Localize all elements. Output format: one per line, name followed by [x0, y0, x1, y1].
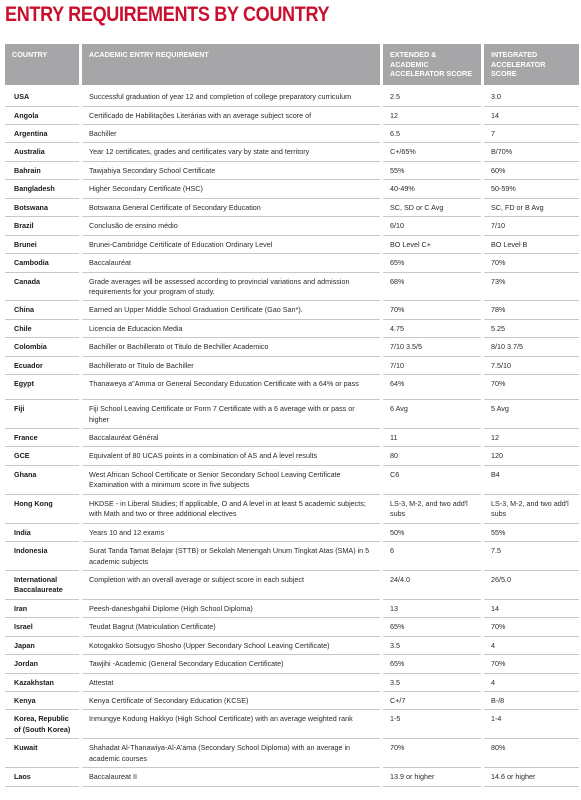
table-row: [5, 600, 579, 618]
extended-score-cell: BO Level C+: [383, 236, 481, 254]
integrated-score-cell: 78%: [484, 301, 579, 319]
country-cell: Laos: [5, 768, 79, 786]
integrated-score-cell: 73%: [484, 273, 579, 302]
integrated-score-cell: 7.5/10: [484, 357, 579, 375]
country-cell: India: [5, 524, 79, 542]
extended-score-cell: 4.75: [383, 320, 481, 338]
country-cell: Egypt: [5, 375, 79, 400]
table-row: [5, 692, 579, 710]
country-cell: Iran: [5, 600, 79, 618]
requirement-cell: Baccalauréat: [82, 254, 380, 272]
requirement-cell: Peesh-daneshgahii Diplome (High School Diploma): [82, 600, 380, 618]
extended-score-cell: 13: [383, 600, 481, 618]
table-row: [5, 236, 579, 254]
table-row: [5, 542, 579, 571]
integrated-score-cell: 7: [484, 125, 579, 143]
table-row: [5, 180, 579, 198]
country-cell: Kazakhstan: [5, 674, 79, 692]
extended-score-cell: 6/10: [383, 217, 481, 235]
extended-score-cell: C+/65%: [383, 143, 481, 161]
integrated-score-cell: 50-59%: [484, 180, 579, 198]
extended-score-cell: 80: [383, 447, 481, 465]
integrated-score-cell: 1-4: [484, 710, 579, 739]
extended-score-cell: 65%: [383, 254, 481, 272]
requirement-cell: Conclusão de ensino médio: [82, 217, 380, 235]
table-row: [5, 357, 579, 375]
requirement-cell: Baccalauréat Général: [82, 429, 380, 447]
country-cell: Hong Kong: [5, 495, 79, 524]
integrated-score-cell: 55%: [484, 524, 579, 542]
table-header-row: [5, 44, 579, 88]
integrated-score-cell: B/70%: [484, 143, 579, 161]
extended-score-cell: 55%: [383, 162, 481, 180]
extended-score-cell: 7/10: [383, 357, 481, 375]
table-row: [5, 739, 579, 768]
integrated-score-cell: 14: [484, 600, 579, 618]
requirement-cell: Equivalent of 80 UCAS points in a combination of AS and A level results: [82, 447, 380, 465]
integrated-score-cell: 8/10 3.7/5: [484, 338, 579, 356]
page-title: ENTRY REQUIREMENTS BY COUNTRY: [5, 3, 330, 26]
table-row: [5, 400, 579, 429]
extended-score-cell: LS-3, M-2, and two add'l subs: [383, 495, 481, 524]
country-cell: Bangladesh: [5, 180, 79, 198]
extended-score-cell: 24/4.0: [383, 571, 481, 600]
table-row: [5, 107, 579, 125]
country-cell: Jordan: [5, 655, 79, 673]
integrated-score-cell: 14.6 or higher: [484, 768, 579, 786]
extended-score-cell: 1-5: [383, 710, 481, 739]
extended-score-cell: C6: [383, 466, 481, 495]
country-cell: Bahrain: [5, 162, 79, 180]
requirement-cell: Licencia de Educacion Media: [82, 320, 380, 338]
table-row: [5, 618, 579, 636]
table-row: [5, 674, 579, 692]
integrated-score-cell: 120: [484, 447, 579, 465]
requirement-cell: Shahadat Al-Thanawiya-Al-A'ama (Secondary School Diploma) with an average in academic courses: [82, 739, 380, 768]
country-cell: Israel: [5, 618, 79, 636]
table-row: [5, 375, 579, 400]
integrated-score-cell: 5 Avg: [484, 400, 579, 429]
requirement-cell: Years 10 and 12 exams: [82, 524, 380, 542]
country-cell: Chile: [5, 320, 79, 338]
table-row: [5, 637, 579, 655]
table-row: [5, 447, 579, 465]
table-row: [5, 655, 579, 673]
country-cell: Japan: [5, 637, 79, 655]
requirement-cell: Baccalaureat II: [82, 768, 380, 786]
requirement-cell: Bachiller or Bachillerato ot Titulo de Bechiller Academico: [82, 338, 380, 356]
extended-score-cell: 3.5: [383, 674, 481, 692]
table-row: [5, 768, 579, 786]
integrated-score-cell: 3.0: [484, 88, 579, 106]
integrated-score-cell: 12: [484, 429, 579, 447]
integrated-score-cell: 60%: [484, 162, 579, 180]
integrated-score-cell: 7/10: [484, 217, 579, 235]
country-cell: Angola: [5, 107, 79, 125]
requirement-cell: Completion with an overall average or subject score in each subject: [82, 571, 380, 600]
table-row: [5, 125, 579, 143]
country-cell: France: [5, 429, 79, 447]
extended-score-cell: C+/7: [383, 692, 481, 710]
requirement-cell: Higher Secondary Certificate (HSC): [82, 180, 380, 198]
country-cell: Kuwait: [5, 739, 79, 768]
header-integrated-accelerator-score: INTEGRATED ACCELERATOR SCORE: [484, 44, 579, 88]
country-cell: Korea, Republic of (South Korea): [5, 710, 79, 739]
country-cell: Cambodia: [5, 254, 79, 272]
country-cell: Indonesia: [5, 542, 79, 571]
requirement-cell: Fiji School Leaving Certificate or Form 7 Certificate with a 6 average with or pass or higher: [82, 400, 380, 429]
header-academic-entry-requirement: ACADEMIC ENTRY REQUIREMENT: [82, 44, 380, 88]
table-row: [5, 88, 579, 106]
integrated-score-cell: 7.5: [484, 542, 579, 571]
country-cell: USA: [5, 88, 79, 106]
extended-score-cell: 2.5: [383, 88, 481, 106]
table-row: [5, 143, 579, 161]
integrated-score-cell: BO Level B: [484, 236, 579, 254]
integrated-score-cell: 5.25: [484, 320, 579, 338]
entry-requirements-table: [2, 44, 581, 787]
country-cell: Colombia: [5, 338, 79, 356]
table-body: [5, 88, 579, 787]
requirement-cell: Tawjahiya Secondary School Certificate: [82, 162, 380, 180]
requirement-cell: Successful graduation of year 12 and completion of college preparatory curriculum: [82, 88, 380, 106]
requirement-cell: Brunei-Cambridge Certificate of Education Ordinary Level: [82, 236, 380, 254]
integrated-score-cell: 70%: [484, 655, 579, 673]
integrated-score-cell: B-/8: [484, 692, 579, 710]
requirement-cell: Kotogakko Sotsugyo Shosho (Upper Secondary School Leaving Certificate): [82, 637, 380, 655]
country-cell: Australia: [5, 143, 79, 161]
extended-score-cell: 6: [383, 542, 481, 571]
table-row: [5, 254, 579, 272]
country-cell: Fiji: [5, 400, 79, 429]
country-cell: Brazil: [5, 217, 79, 235]
extended-score-cell: 64%: [383, 375, 481, 400]
country-cell: Ecuador: [5, 357, 79, 375]
requirement-cell: Year 12 certificates, grades and certificates vary by state and territory: [82, 143, 380, 161]
table-row: [5, 199, 579, 217]
requirement-cell: West African School Certificate or Senior Secondary School Leaving Certificate Examination with a minimum score in five subjects: [82, 466, 380, 495]
country-cell: International Baccalaureate: [5, 571, 79, 600]
country-cell: Kenya: [5, 692, 79, 710]
extended-score-cell: SC, SD or C Avg: [383, 199, 481, 217]
table-row: [5, 338, 579, 356]
requirement-cell: Attestat: [82, 674, 380, 692]
table-row: [5, 162, 579, 180]
integrated-score-cell: 4: [484, 674, 579, 692]
integrated-score-cell: 4: [484, 637, 579, 655]
requirement-cell: Bachiller: [82, 125, 380, 143]
table-row: [5, 571, 579, 600]
integrated-score-cell: 70%: [484, 618, 579, 636]
table-row: [5, 524, 579, 542]
extended-score-cell: 40-49%: [383, 180, 481, 198]
integrated-score-cell: 70%: [484, 375, 579, 400]
table-row: [5, 710, 579, 739]
extended-score-cell: 70%: [383, 739, 481, 768]
header-country: COUNTRY: [5, 44, 79, 88]
extended-score-cell: 6.5: [383, 125, 481, 143]
country-cell: Botswana: [5, 199, 79, 217]
extended-score-cell: 65%: [383, 618, 481, 636]
extended-score-cell: 12: [383, 107, 481, 125]
requirement-cell: Surat Tanda Tamat Belajar (STTB) or Sekolah Menengah Unum Tingkat Atas (SMA) in 5 academic subjects: [82, 542, 380, 571]
integrated-score-cell: B4: [484, 466, 579, 495]
requirement-cell: Teudat Bagrut (Matriculation Certificate): [82, 618, 380, 636]
country-cell: Brunei: [5, 236, 79, 254]
country-cell: Canada: [5, 273, 79, 302]
extended-score-cell: 13.9 or higher: [383, 768, 481, 786]
table-row: [5, 429, 579, 447]
integrated-score-cell: 80%: [484, 739, 579, 768]
extended-score-cell: 7/10 3.5/5: [383, 338, 481, 356]
entry-requirements-table-container: [5, 44, 579, 787]
requirement-cell: Kenya Certificate of Secondary Education (KCSE): [82, 692, 380, 710]
header-extended-accelerator-score: EXTENDED & ACADEMIC ACCELERATOR SCORE: [383, 44, 481, 88]
extended-score-cell: 65%: [383, 655, 481, 673]
requirement-cell: Earned an Upper Middle School Graduation Certificate (Gao San*).: [82, 301, 380, 319]
integrated-score-cell: SC, FD or B Avg: [484, 199, 579, 217]
requirement-cell: Bachillerato or Titulo de Bachiller: [82, 357, 380, 375]
requirement-cell: Botswana General Certificate of Secondary Education: [82, 199, 380, 217]
table-row: [5, 273, 579, 302]
integrated-score-cell: 70%: [484, 254, 579, 272]
requirement-cell: Tawjihi -Academic (General Secondary Education Certificate): [82, 655, 380, 673]
table-row: [5, 495, 579, 524]
country-cell: Ghana: [5, 466, 79, 495]
table-row: [5, 301, 579, 319]
integrated-score-cell: 14: [484, 107, 579, 125]
requirement-cell: Thanaweya a"Amma or General Secondary Education Certificate with a 64% or pass: [82, 375, 380, 400]
requirement-cell: Inmungye Kodung Hakkyo (High School Certificate) with an average weighted rank: [82, 710, 380, 739]
table-row: [5, 217, 579, 235]
requirement-cell: Certificado de Habilitações Literárias with an average subject score of: [82, 107, 380, 125]
country-cell: GCE: [5, 447, 79, 465]
table-row: [5, 466, 579, 495]
integrated-score-cell: LS-3, M-2, and two add'l subs: [484, 495, 579, 524]
requirement-cell: Grade averages will be assessed according to provincial variations and admission requirements for your program of study.: [82, 273, 380, 302]
integrated-score-cell: 26/5.0: [484, 571, 579, 600]
extended-score-cell: 11: [383, 429, 481, 447]
requirement-cell: HKDSE - in Liberal Studies; If applicable, O and A level in at least 5 academic subjects; with Math and two or three additional electives: [82, 495, 380, 524]
extended-score-cell: 50%: [383, 524, 481, 542]
table-row: [5, 320, 579, 338]
extended-score-cell: 68%: [383, 273, 481, 302]
extended-score-cell: 6 Avg: [383, 400, 481, 429]
extended-score-cell: 3.5: [383, 637, 481, 655]
country-cell: China: [5, 301, 79, 319]
extended-score-cell: 70%: [383, 301, 481, 319]
country-cell: Argentina: [5, 125, 79, 143]
